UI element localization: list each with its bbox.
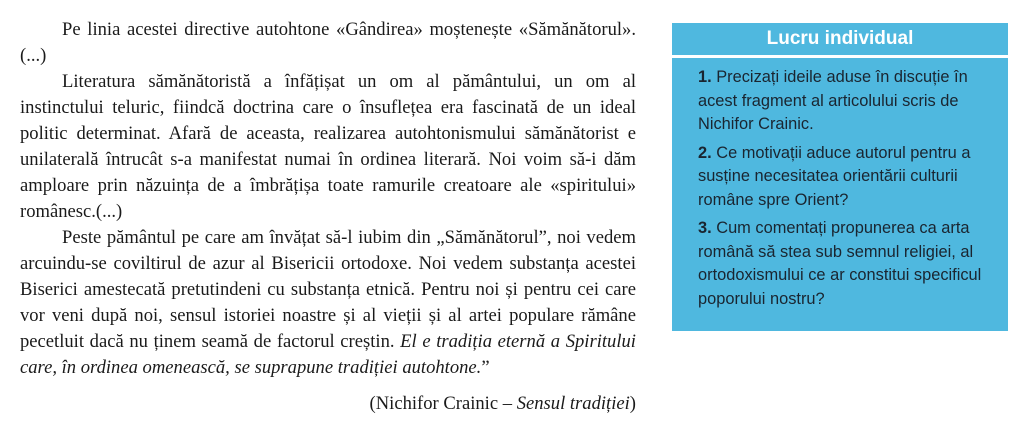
question-text: Ce motivații aduce autorul pentru a susține necesitatea orientării culturii române spre Orient?: [698, 143, 971, 209]
individual-work-box: [672, 23, 1008, 331]
question-item: [698, 142, 992, 213]
excerpt-text: [20, 17, 636, 417]
question-number: 1.: [698, 68, 712, 86]
question-number: 2.: [698, 143, 712, 162]
citation-work: Sensul tradiției: [516, 393, 630, 414]
paragraph-3-close-quote: ”: [481, 357, 490, 378]
question-item: [698, 66, 992, 137]
question-text: Precizați ideile aduse în discuție în acest fragment al articolului scris de Nichifor Crainic.: [698, 68, 968, 133]
paragraph-3-body: Peste pământul pe care am învățat să-l iubim din „Sămănătorul”, noi vedem arcuindu-se coviltirul de azur al Bisericii ortodoxe. Noi vedem substanța acestei Biserici amestecată pretutindeni cu substanța etnică. Pentru noi și pentru cei care vor veni după noi, sensul istoriei noastre și al vieții și al artei populare rămâne pecetluit dacă nu ținem seamă de factorul creștin.: [20, 227, 636, 352]
paragraph-3-italic: El e tradiția eternă a Spiritului care, în ordinea omenească, se suprapune tradiției autohtone.: [20, 331, 636, 378]
question-list: [672, 58, 1008, 311]
individual-work-title: Lucru individual: [672, 23, 1008, 58]
citation-close: ): [629, 393, 636, 414]
citation-author: (Nichifor Crainic –: [369, 393, 517, 414]
citation: [20, 391, 636, 417]
paragraph-3: [20, 225, 636, 381]
question-text: Cum comentați propunerea ca arta română să stea sub semnul religiei, al ortodoxismului ce ar constitui specificul poporului nostru?: [698, 219, 982, 308]
paragraph-1: Pe linia acestei directive autohtone «Gândirea» moștenește «Sămănătorul». (...): [20, 19, 636, 66]
paragraph-2: Literatura sămănătoristă a înfățișat un om al pământului, un om al instinctului teluric, fiindcă doctrina care o însuflețea era fascinată de un ideal politic determinat. Afară de aceasta, realizarea autohtonismului sămănătorist e unilaterală întrucât s-a manifestat numai în ordinea literară. Noi voim să-i dăm amploare prin năzuința de a îmbrățișa toate ramurile creatoare ale «spiritului» românesc.(...): [20, 71, 636, 222]
question-item: [698, 217, 992, 311]
question-number: 3.: [698, 219, 712, 237]
